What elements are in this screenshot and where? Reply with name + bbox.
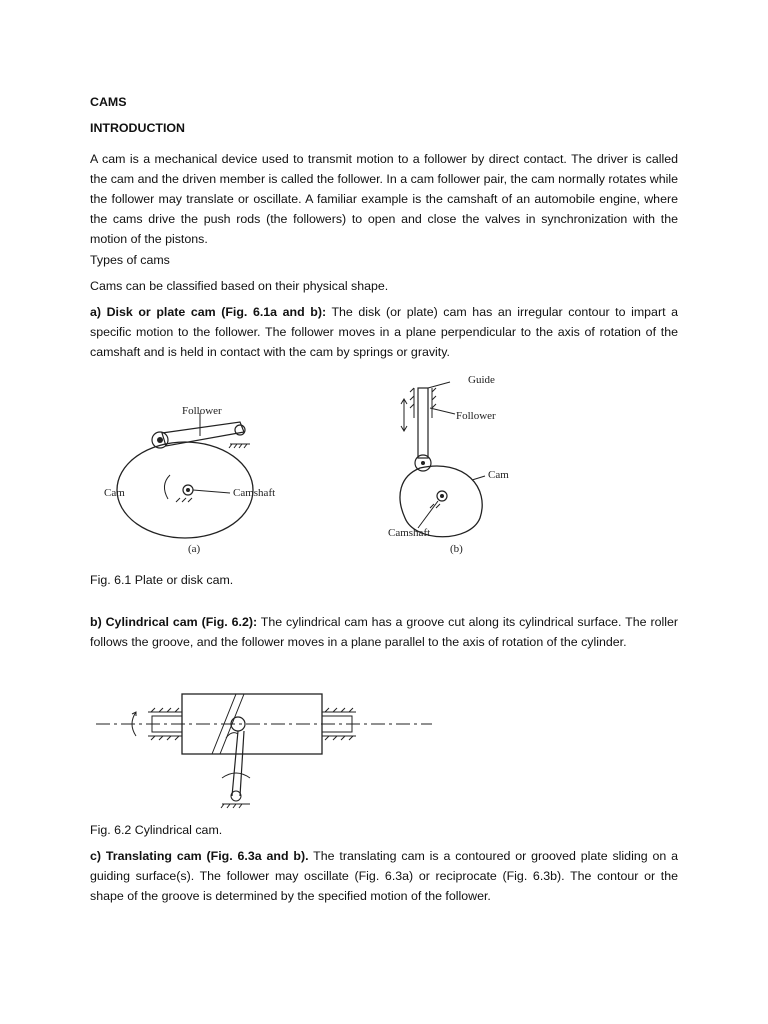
cyl-cam-lead: b) Cylindrical cam (Fig. 6.2): bbox=[90, 615, 258, 629]
disk-cam-paragraph bbox=[90, 302, 678, 362]
label-follower-a: Follower bbox=[182, 405, 222, 417]
label-follower-b: Follower bbox=[456, 410, 496, 422]
fig-6-2-caption: Fig. 6.2 Cylindrical cam. bbox=[90, 823, 223, 837]
label-guide-b: Guide bbox=[468, 374, 495, 386]
label-tag-b: (b) bbox=[450, 543, 463, 555]
label-camshaft-a: Camshaft bbox=[233, 487, 276, 499]
figure-6-2 bbox=[96, 686, 436, 810]
heading-cams: CAMS bbox=[90, 95, 127, 109]
trans-cam-paragraph bbox=[90, 846, 678, 906]
label-cam-b: Cam bbox=[488, 469, 509, 481]
heading-introduction: INTRODUCTION bbox=[90, 121, 185, 135]
label-camshaft-b: Camshaft bbox=[388, 527, 431, 539]
cyl-cam-paragraph bbox=[90, 612, 678, 652]
follower-rod bbox=[418, 388, 428, 458]
fig-6-1-caption: Fig. 6.1 Plate or disk cam. bbox=[90, 573, 234, 587]
types-intro: Cams can be classified based on their physical shape. bbox=[90, 279, 389, 293]
label-cam-a: Cam bbox=[104, 487, 125, 499]
disk-cam-text: The disk (or plate) cam has an irregular contour to impart a specific motion to the follower. The follower moves in a plane perpendicular to the axis of rotation of the camshaft and is held in contact with the cam by springs or gravity. bbox=[90, 305, 678, 359]
types-heading: Types of cams bbox=[90, 253, 170, 267]
label-tag-a: (a) bbox=[188, 543, 201, 555]
trans-cam-text: The translating cam is a contoured or grooved plate sliding on a guiding surface(s). The follower may oscillate (Fig. 6.3a) or reciprocate (Fig. 6.3b). The contour or the shape of the groove is determined by the specified motion of the follower. bbox=[90, 849, 678, 903]
cyl-cam-text: The cylindrical cam has a groove cut along its cylindrical surface. The roller follows the groove, and the follower moves in a plane parallel to the axis of rotation of the cylinder. bbox=[90, 615, 678, 649]
intro-paragraph: A cam is a mechanical device used to transmit motion to a follower by direct contact. The driver is called the cam and the driven member is called the follower. In a cam follower pair, the cam normally rotates while the follower may translate or oscillate. A familiar example is the camshaft of an automobile engine, where the cams drive the push rods (the followers) to open and close the valves in synchronization with the motion of the pistons. bbox=[90, 152, 678, 246]
figure-6-1b bbox=[370, 368, 550, 558]
figure-6-1a bbox=[100, 400, 300, 560]
trans-cam-lead: c) Translating cam (Fig. 6.3a and b). bbox=[90, 849, 309, 863]
disk-cam-lead: a) Disk or plate cam (Fig. 6.1a and b): bbox=[90, 305, 327, 319]
